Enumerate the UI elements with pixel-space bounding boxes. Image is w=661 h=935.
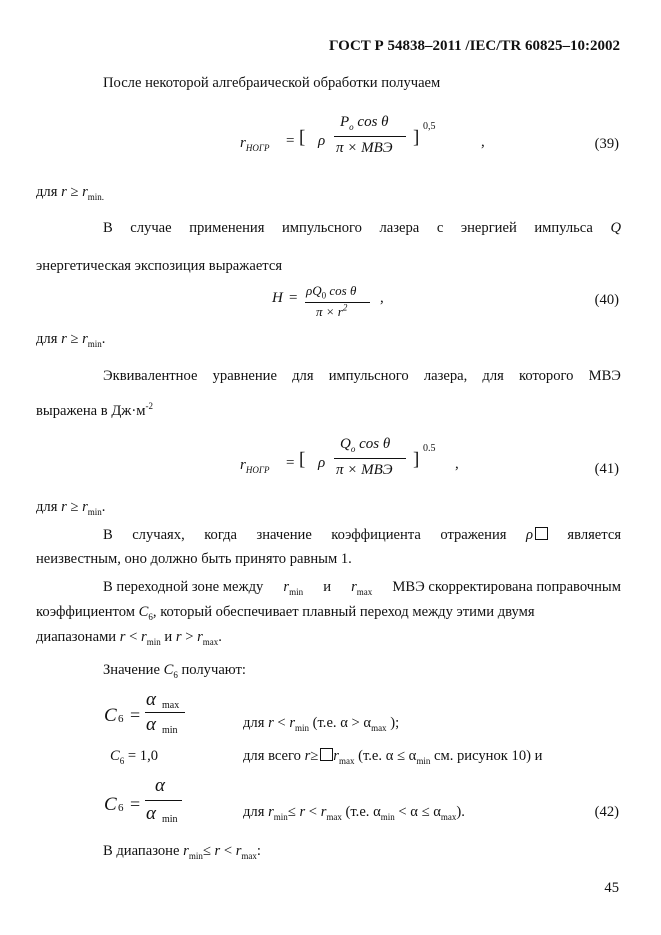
eq41-number: (41)	[594, 461, 619, 477]
paragraph-reflection-line2: неизвестным, оно должно быть принято равным 1.	[36, 551, 352, 567]
missing-glyph-box	[320, 748, 333, 761]
eq40-fraction-bar	[305, 302, 370, 303]
paragraph-transition-line2: коэффициентом $C_6$, который обеспечивает плавный переход между этими двумя	[36, 604, 535, 622]
c6-eq3-c: C	[104, 794, 117, 815]
eq40-number: (40)	[594, 292, 619, 308]
c6-eq1-equals: =	[130, 705, 141, 725]
eq39-exponent: 0,5	[423, 121, 436, 132]
eq40-comma: ,	[380, 290, 384, 306]
c6-eq1-denominator-sub: min	[162, 725, 178, 736]
c6-eq3-numerator: α	[155, 775, 165, 796]
c6-eq1-sub: 6	[118, 713, 124, 725]
eq39-comma: ,	[481, 134, 485, 150]
eq39-denominator: π × МВЭ	[336, 140, 393, 156]
c6-eq2-value: = 1,0	[127, 748, 159, 764]
c6-eq3-denominator-sub: min	[162, 814, 178, 825]
eq39-lhs-var: r	[240, 135, 246, 151]
paragraph-reflection: В случаях, когда значение коэффициента отражения ρ является	[103, 527, 622, 543]
eq41-rho: ρ	[318, 455, 326, 471]
eq39-right-bracket: ]	[413, 127, 420, 148]
paragraph-equivalent: Эквивалентное уравнение для импульсного лазера, для которого МВЭ	[103, 368, 621, 384]
intro-text: После некоторой алгебраической обработки получаем	[103, 75, 441, 91]
paragraph-transition-line3: диапазонами $r < r_{min}$ и $r > r_{max}$.	[36, 629, 222, 647]
c6-eq3-condition: для $r_{min}\le r < r_{max}$ (т.е. $\alpha_{min} < \alpha \le \alpha_{max}$).	[243, 804, 465, 822]
c6-eq1-numerator-sub: max	[162, 700, 180, 711]
c6-eq2-c: C	[110, 748, 120, 764]
c6-eq1-fraction-bar	[145, 712, 185, 713]
missing-glyph-box	[535, 527, 548, 540]
eq41-lhs-sub: НОГР	[245, 465, 270, 475]
eq39-fraction-bar	[334, 136, 406, 137]
eq39-lhs-sub: НОГР	[245, 143, 270, 153]
condition-1: для $r \ge r_{min.}$	[36, 184, 105, 202]
c6-eq1-numerator: α	[146, 689, 156, 710]
condition-3: для $r \ge r_{min}$.	[36, 499, 106, 517]
c6-eq3-equals: =	[130, 794, 141, 814]
range-line: В диапазоне $r_{min}\le r < r_{max}$:	[103, 843, 261, 861]
eq41-exponent: 0.5	[423, 443, 436, 454]
paragraph-c6-value: Значение $C_6$ получают:	[103, 662, 246, 680]
c6-eq3-denominator: α	[146, 803, 156, 824]
condition-2: для $r \ge r_{min}$.	[36, 331, 106, 349]
eq40-equals: =	[289, 290, 298, 306]
eq40-lhs: H	[272, 290, 283, 306]
c6-eq1-denominator: α	[146, 714, 156, 735]
paragraph-pulsed-laser: В случае применения импульсного лазера с энергией импульса Q	[103, 220, 622, 236]
eq40-numerator: $\rho Q_0$ cos θ	[306, 283, 357, 301]
paragraph-transition-line1: В переходной зоне между $r_{min}$ и $r_{max}$ МВЭ скорректирована поправочным	[103, 579, 621, 597]
page-number: 45	[604, 880, 619, 896]
eq39-left-bracket: [	[299, 127, 306, 148]
eq41-left-bracket: [	[299, 449, 306, 470]
c6-eq2-condition: для всего $r\ge r_{max}$ (т.е. $\alpha \le \alpha_{min}$ см. рисунок 10) и	[243, 748, 543, 766]
eq41-fraction-bar	[334, 458, 406, 459]
eq40-denominator: $\pi \times r^2$	[316, 302, 348, 319]
eq39-rho: ρ	[318, 133, 326, 149]
paragraph-pulsed-laser-line2: энергетическая экспозиция выражается	[36, 258, 283, 274]
eq39-numerator: $P_o$ cos θ	[340, 114, 389, 132]
eq41-denominator: π × МВЭ	[336, 462, 393, 478]
paragraph-equivalent-line2: выражена в $Дж\cdot м^{-2}$	[36, 401, 153, 419]
eq39-number: (39)	[594, 136, 619, 152]
eq41-right-bracket: ]	[413, 449, 420, 470]
c6-eq1-c: C	[104, 705, 117, 726]
c6-eq3-fraction-bar	[145, 800, 182, 801]
document-header: ГОСТ Р 54838–2011 /IEC/TR 60825–10:2002	[328, 38, 620, 54]
eq41-numerator: $Q_o$ cos θ	[340, 436, 391, 454]
c6-eq1-condition: для $r < r_{min}$ (т.е. $\alpha > \alpha_{max}$ );	[243, 715, 400, 733]
eq41-equals: =	[286, 455, 295, 471]
eq41-lhs-var: r	[240, 457, 246, 473]
eq41-comma: ,	[455, 456, 459, 472]
eq39-equals: =	[286, 133, 295, 149]
c6-eq3-number: (42)	[594, 804, 619, 820]
c6-eq3-sub: 6	[118, 802, 124, 814]
